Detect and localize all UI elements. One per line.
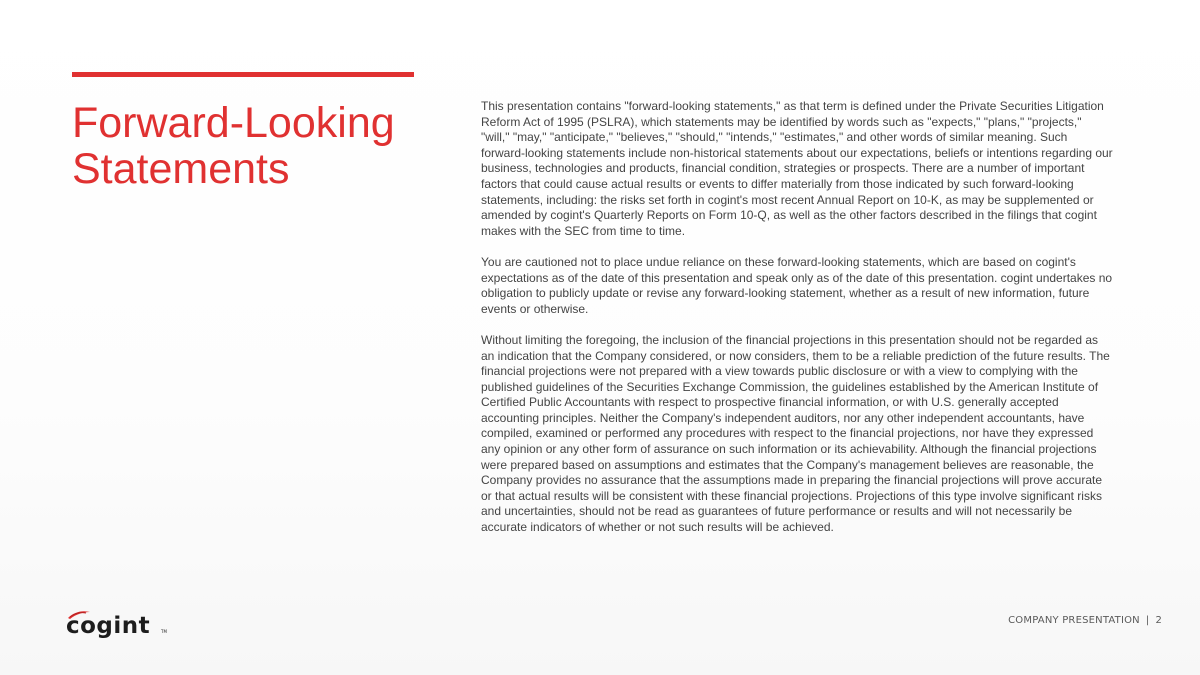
logo-wordmark: cogint [66, 613, 151, 638]
paragraph-caution: You are cautioned not to place undue reliance on these forward-looking statements, which are based on cogint's expectations as of the date of this presentation and speak only as of the date of this presentation. cogint undertakes no obligation to publicly update or revise any forward-looking statement, whether as a result of new information, future events or otherwise. [481, 254, 1113, 316]
title-line-2: Statements [72, 145, 290, 193]
paragraph-forward-looking: This presentation contains "forward-looking statements," as that term is defined under the Private Securities Litigation Reform Act of 1995 (PSLRA), which statements may be identified by words such as "expects," "plans," "projects," "will," "may," "anticipate," "believes," "should," "intends," "estimates," and other words of similar meaning. Such forward-looking statements include non-historical statements about our expectations, beliefs or intentions regarding our business, technologies and products, financial condition, strategies or prospects. There are a number of important factors that could cause actual results or events to differ materially from those indicated by such forward-looking statements, including: the risks set forth in cogint's most recent Annual Report on 10-K, as may be supplemented or amended by cogint's Quarterly Reports on Form 10-Q, as well as the other factors described in the filings that cogint makes with the SEC from time to time. [481, 99, 1113, 238]
page-number: 2 [1155, 615, 1162, 626]
title-line-1: Forward-Looking [72, 99, 395, 147]
title-accent-rule [72, 72, 414, 77]
page-title [72, 100, 452, 192]
cogint-logo [66, 606, 176, 638]
disclaimer-body [481, 99, 1113, 551]
footer [1008, 615, 1162, 626]
paragraph-projections: Without limiting the foregoing, the inclusion of the financial projections in this presentation should not be regarded as an indication that the Company considered, or now considers, them to be a reliable prediction of the future results. The financial projections were not prepared with a view towards public disclosure or with a view to complying with the published guidelines of the Securities Exchange Commission, the guidelines established by the American Institute of Certified Public Accountants with respect to prospective financial information, or with U.S. generally accepted accounting principles. Neither the Company's independent auditors, nor any other independent accountants, have compiled, examined or performed any procedures with respect to the financial projections, nor have they expressed any opinion or any other form of assurance on such information or its achievability. Although the financial projections were prepared based on assumptions and estimates that the Company's management believes are reasonable, the Company provides no assurance that the assumptions made in preparing the financial projections will prove accurate or that actual results will be consistent with these financial projections. Projections of this type involve significant risks and uncertainties, should not be read as guarantees of future performance or results and will not necessarily be accurate indicators of whether or not such results will be achieved. [481, 332, 1110, 535]
footer-label: COMPANY PRESENTATION [1008, 615, 1140, 626]
footer-separator: | [1145, 615, 1150, 626]
logo-trademark: TM [161, 629, 167, 634]
